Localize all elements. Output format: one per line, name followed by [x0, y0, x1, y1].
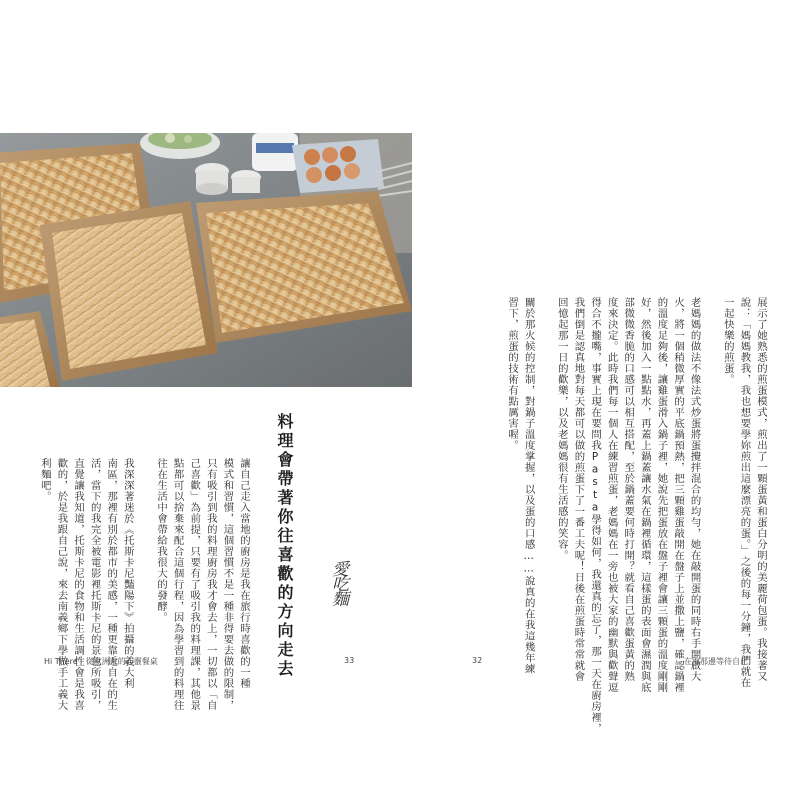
text-line: 只有吸引到我的料理廚房我才會去上，一切都以「自	[204, 458, 217, 711]
text-line	[703, 297, 720, 632]
pasta-photo-illustration	[0, 133, 412, 387]
page-number-left: 33	[344, 656, 355, 665]
text-line: 老媽媽的做法不像法式炒蛋將蛋攪拌混合的均勻，她在敲開蛋的同時右手開啟大	[688, 297, 701, 682]
text-line: 好，然後加入一點點水，再蓋上鍋蓋讓水氣在鍋裡循環，這樣蛋的表面會濕潤與底	[638, 297, 651, 693]
text-line: 說：「媽媽教我，我也想要學妳煎出這麼漂亮的蛋。」之後的每一分鐘，我們就在	[738, 297, 751, 688]
text-line: 我們倒是認真地對每天都可以做的煎蛋下了一番工夫呢！日後在煎蛋時常常就會	[572, 297, 585, 682]
text-line: 展示了她熟悉的煎蛋模式，煎出了一顆蛋黃和蛋白分明的美麗荷包蛋。我接著又	[755, 297, 767, 682]
text-line: 火，將一個稍微厚實的平底鍋預熱，把三顆雞蛋敲開在盤子上並撒上鹽，確認鍋裡	[672, 297, 685, 693]
text-line: 關於那火候的控制，對鍋子溫度掌握，以及蛋的口感……說真的在我這幾年練	[522, 297, 535, 675]
text-line: 的溫度足夠後，讓雞蛋滑入鍋子裡，她說先把蛋放在盤子裡會讓三顆蛋的溫度剛剛	[655, 297, 668, 693]
pasta-photo	[0, 133, 412, 387]
text-line: 讓自己走入當地的廚房是我在旅行時喜歡的一種	[238, 458, 250, 689]
text-line: 我深深著迷於《托斯卡尼豔陽下》拍攝的義大利	[121, 458, 134, 689]
text-line: 部微微香脆的口感可以相互搭配，至於鍋蓋要何時打開？就看自己喜歡蛋黃的熟	[622, 297, 635, 682]
text-line: 習下，煎蛋的技術有點厲害喔。	[506, 297, 519, 451]
page-number-right: 32	[472, 656, 483, 665]
text-line: 南區，那裡有別於都市的美感，一種更靠近自在的生	[105, 458, 118, 711]
text-line: 模式和習慣，這個習慣不是一種非得要去做的限制，	[221, 458, 234, 711]
text-line: 往在生活中會帶給我很大的發酵。	[155, 458, 168, 623]
calligraphy-signature: 愛吃麵	[328, 560, 348, 605]
text-line: 歡的，於是我跟自己說，來去南義鄉下學做手工義大	[55, 458, 68, 711]
text-line: 直覺讓我知道，托斯卡尼的食物和生活調性會是我喜	[72, 458, 85, 711]
footer-chapter-title: 在海那邊等待自己	[684, 657, 748, 666]
section-heading: 料理會帶著你往喜歡的方向走去	[275, 413, 294, 679]
text-line	[136, 458, 153, 638]
footer-book-title: Hi There 從歐洲來的心靈餐桌	[44, 657, 158, 666]
text-line: 利麵吧。	[38, 458, 51, 502]
text-line: 活，當下的我完全被電影裡托斯卡尼的景色所吸引，	[88, 458, 101, 711]
text-line: 一起快樂的煎蛋。	[721, 297, 734, 385]
text-line: 得合不攏嘴，事實上現在要問我Pasta學得如何，我還真的忘了，那一天在廚房裡，	[589, 297, 602, 734]
text-line: 度來決定。此時我們每一個人在練習煎蛋，老媽媽在一旁也被大家的幽默與歡聲逗	[605, 297, 618, 693]
text-line: 點都可以捨棄來配合這個行程，因為學習到的料理往	[171, 458, 184, 711]
text-line: 己喜歡」為前提，只要有了吸引我的料理課，其他景	[188, 458, 201, 711]
text-line	[537, 297, 554, 632]
text-line: 回憶起那一日的歡樂，以及老媽媽很有生活感的笑容。	[555, 297, 568, 561]
